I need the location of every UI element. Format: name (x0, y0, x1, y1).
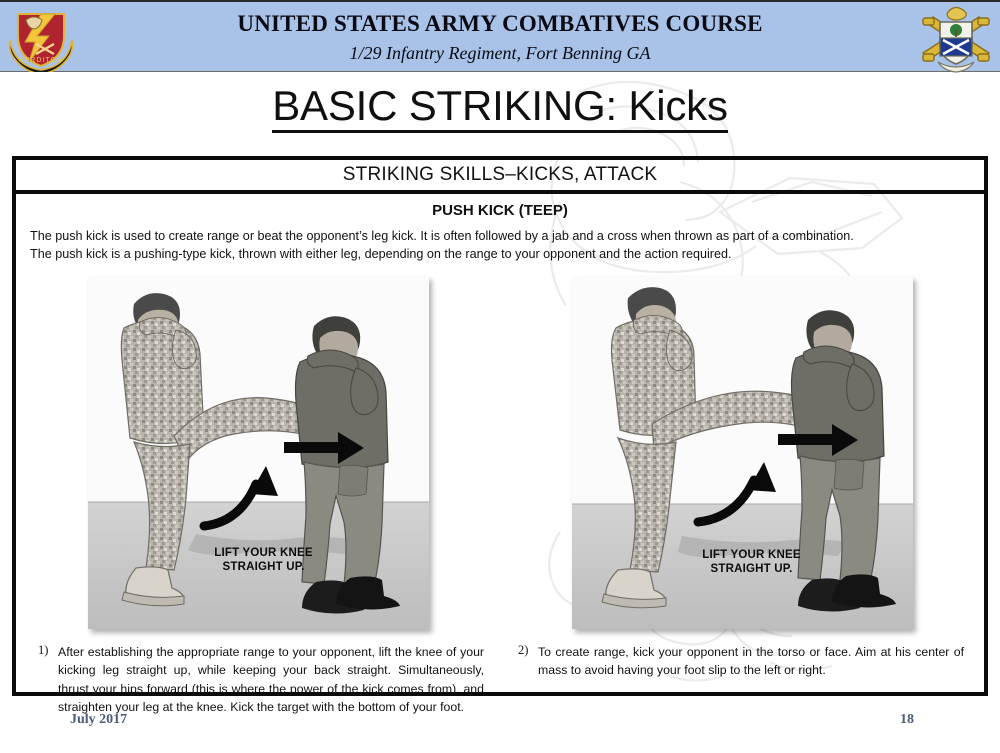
footer-page-number: 18 (900, 712, 914, 727)
photo-caption-line-1: LIFT YOUR KNEE (702, 548, 801, 561)
figure-row (16, 276, 984, 629)
slide-title-text: BASIC STRIKING: Kicks (272, 84, 728, 133)
content-panel (12, 156, 988, 715)
intro-paragraph (30, 228, 970, 264)
header-subtitle: 1/29 Infantry Regiment, Fort Benning GA (349, 42, 651, 63)
page-header-band (0, 0, 1000, 72)
photo-caption-line-1: LIFT YOUR KNEE (214, 546, 313, 559)
step-number: 1) (38, 642, 49, 657)
page-footer (0, 702, 1000, 742)
intro-line-2: The push kick is a pushing-type kick, thrown with either leg, depending on the range to your opponent and the action required. (30, 246, 732, 261)
left-unit-crest-icon (6, 6, 76, 77)
step-number: 2) (518, 642, 529, 657)
svg-text:PERDITOR: PERDITOR (18, 57, 64, 64)
right-regimental-crest-icon (920, 4, 992, 79)
step-text: To create range, kick your opponent in the torso or face. Aim at his center of mass to avoid having your foot slip to the left or right. (538, 644, 964, 678)
slide-title (0, 84, 1000, 133)
photo-caption-line-2: STRAIGHT UP. (222, 561, 305, 574)
photo-caption (174, 546, 354, 575)
step-text: After establishing the appropriate range to your opponent, lift the knee of your kicking leg straight up, while keeping your back straight. Simultaneously, thrust your hips forward (this is where the power of the kick comes from), and straighten your leg at the knee. Kick the target with the bottom of your foot. (58, 644, 484, 715)
section-heading-text: STRIKING SKILLS–KICKS, ATTACK (342, 164, 658, 185)
push-kick-knee-lift-photo (88, 276, 429, 629)
photo-caption (662, 548, 842, 577)
footer-date: July 2017 (70, 712, 128, 727)
photo-caption-line-2: STRAIGHT UP. (710, 563, 793, 576)
sub-heading-text: PUSH KICK (TEEP) (432, 202, 568, 219)
intro-line-1: The push kick is used to create range or beat the opponent’s leg kick. It is often followed by a jab and a cross when thrown as part of a combination. (30, 229, 854, 243)
header-title: UNITED STATES ARMY COMBATIVES COURSE (237, 11, 763, 37)
section-heading-bar (16, 160, 984, 194)
push-kick-extension-photo (572, 276, 913, 629)
